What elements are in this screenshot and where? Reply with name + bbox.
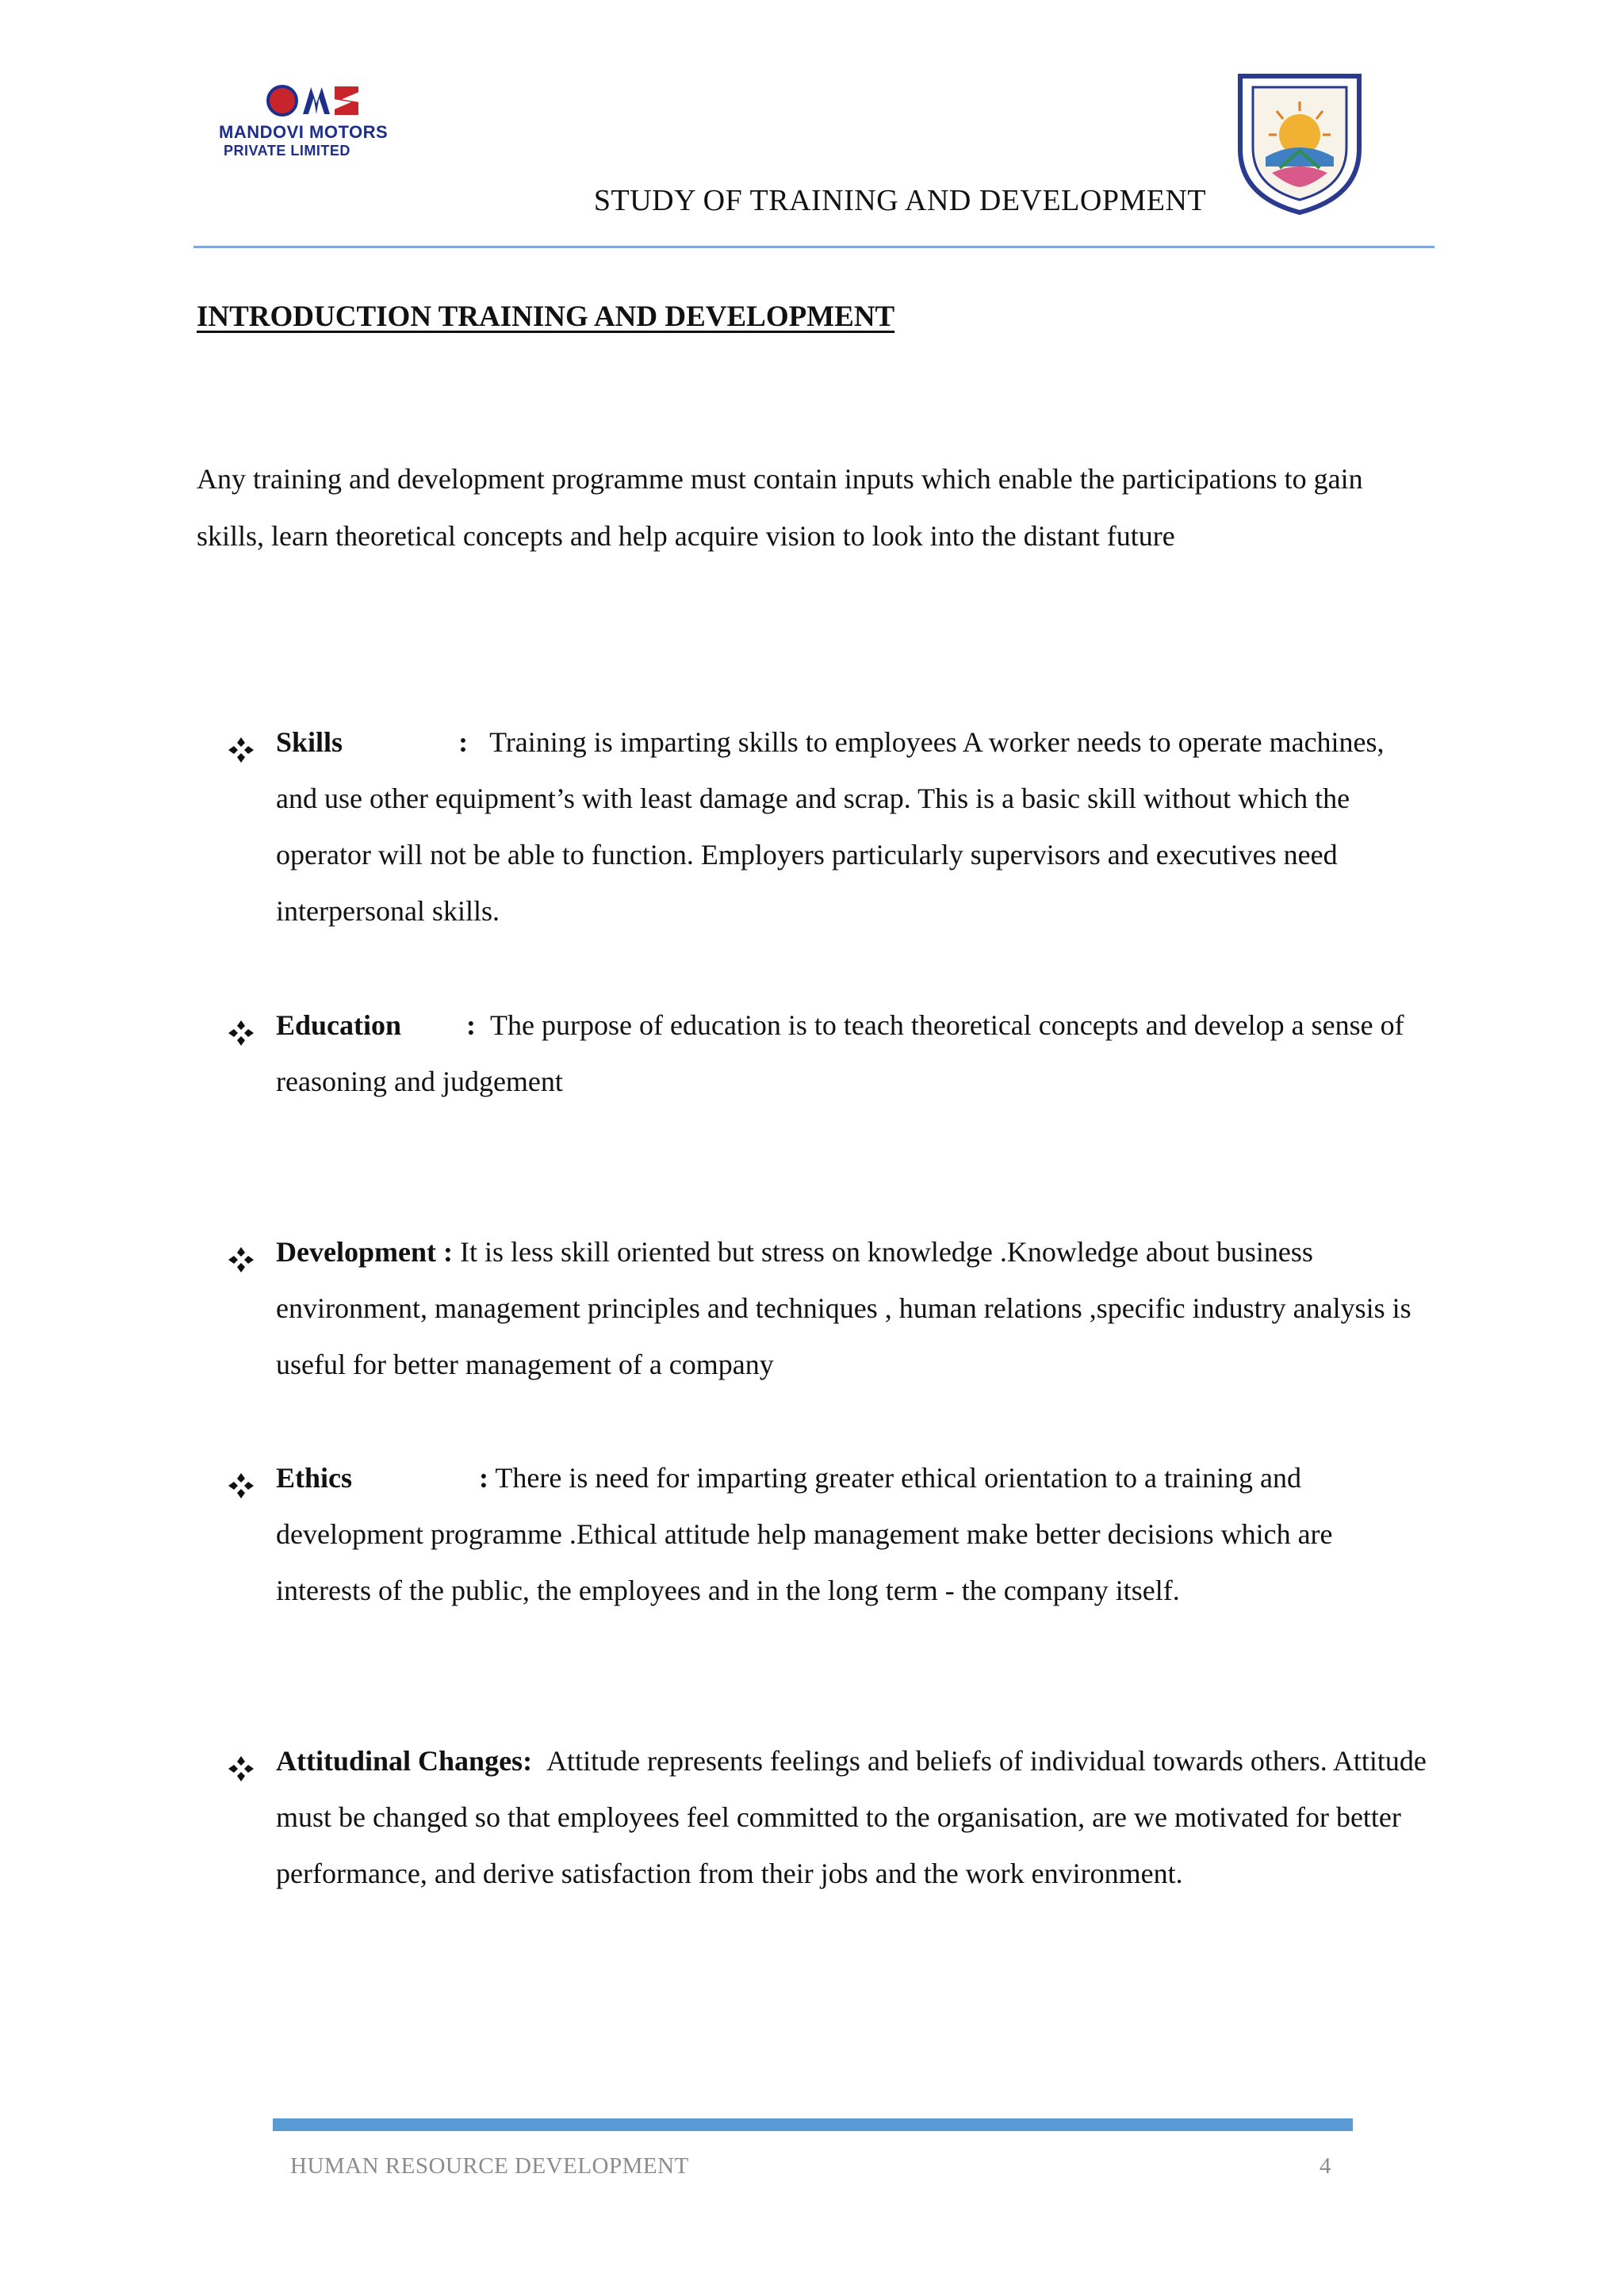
bullet-separator: : bbox=[479, 1462, 489, 1494]
mandovi-motors-logo bbox=[219, 82, 398, 162]
bullet-separator: : bbox=[466, 1009, 477, 1041]
bullet-education bbox=[227, 997, 1431, 1110]
logo-marks bbox=[219, 82, 398, 119]
bullet-attitudinal-changes bbox=[227, 1733, 1431, 1902]
bullet-development bbox=[227, 1224, 1431, 1393]
bullet-term: Attitudinal Changes bbox=[276, 1745, 523, 1777]
logo-mark-s bbox=[335, 86, 358, 115]
header-divider bbox=[193, 246, 1434, 248]
bullet-text: The purpose of education is to teach theoretical concepts and develop a sense of reasoning and judgement bbox=[276, 1009, 1404, 1097]
bullet-text: There is need for imparting greater ethical orientation to a training and development programme .Ethical attitude help management make better decisions which are interests of the public, the employees and in the long term - the company itself. bbox=[276, 1462, 1333, 1606]
footer-bar bbox=[273, 2118, 1353, 2131]
bullet-text: Attitude represents feelings and beliefs of individual towards others. Attitude must be changed so that employees feel committed to the organisation, are we motivated for better performance, and derive satisfaction from their jobs and the work environment. bbox=[276, 1745, 1427, 1889]
page-number: 4 bbox=[1320, 2153, 1331, 2179]
logo-mark-circle bbox=[266, 85, 298, 117]
intro-paragraph: Any training and development programme must contain inputs which enable the participations to gain skills, learn theoretical concepts and help acquire vision to look into the distant future bbox=[197, 463, 1363, 552]
logo-mark-m bbox=[303, 87, 330, 114]
logo-text-line2: PRIVATE LIMITED bbox=[224, 143, 350, 159]
diamond-bullet-icon bbox=[227, 1746, 255, 1774]
diamond-bullet-icon bbox=[227, 1463, 255, 1491]
bullet-separator: : bbox=[523, 1745, 533, 1777]
bullet-skills bbox=[227, 714, 1431, 939]
diamond-bullet-icon bbox=[227, 1237, 255, 1265]
bullet-term: Skills bbox=[276, 726, 343, 758]
bullet-text: It is less skill oriented but stress on knowledge .Knowledge about business environment, management principles and techniques , human relations ,specific industry analysis is useful for better management of a company bbox=[276, 1236, 1411, 1380]
diamond-bullet-icon bbox=[227, 1010, 255, 1039]
footer-label: HUMAN RESOURCE DEVELOPMENT bbox=[290, 2153, 689, 2179]
bullet-term: Development bbox=[276, 1236, 436, 1268]
bullet-separator: : bbox=[442, 1236, 453, 1268]
bullet-term: Ethics bbox=[276, 1462, 353, 1494]
page-heading: INTRODUCTION TRAINING AND DEVELOPMENT bbox=[197, 300, 895, 333]
diamond-bullet-icon bbox=[227, 727, 255, 756]
header-title: STUDY OF TRAINING AND DEVELOPMENT bbox=[593, 184, 1207, 217]
logo-text-line1: MANDOVI MOTORS bbox=[219, 122, 389, 142]
bullet-term: Education bbox=[276, 1009, 402, 1041]
bullet-ethics bbox=[227, 1450, 1431, 1619]
bullet-text: Training is imparting skills to employees A worker needs to operate machines, and use other equipment’s with least damage and scrap. This is a basic skill without which the operator will not be able to function. Employers particularly supervisors and executives need interpersonal skills. bbox=[276, 726, 1385, 927]
bullet-separator: : bbox=[458, 726, 469, 758]
